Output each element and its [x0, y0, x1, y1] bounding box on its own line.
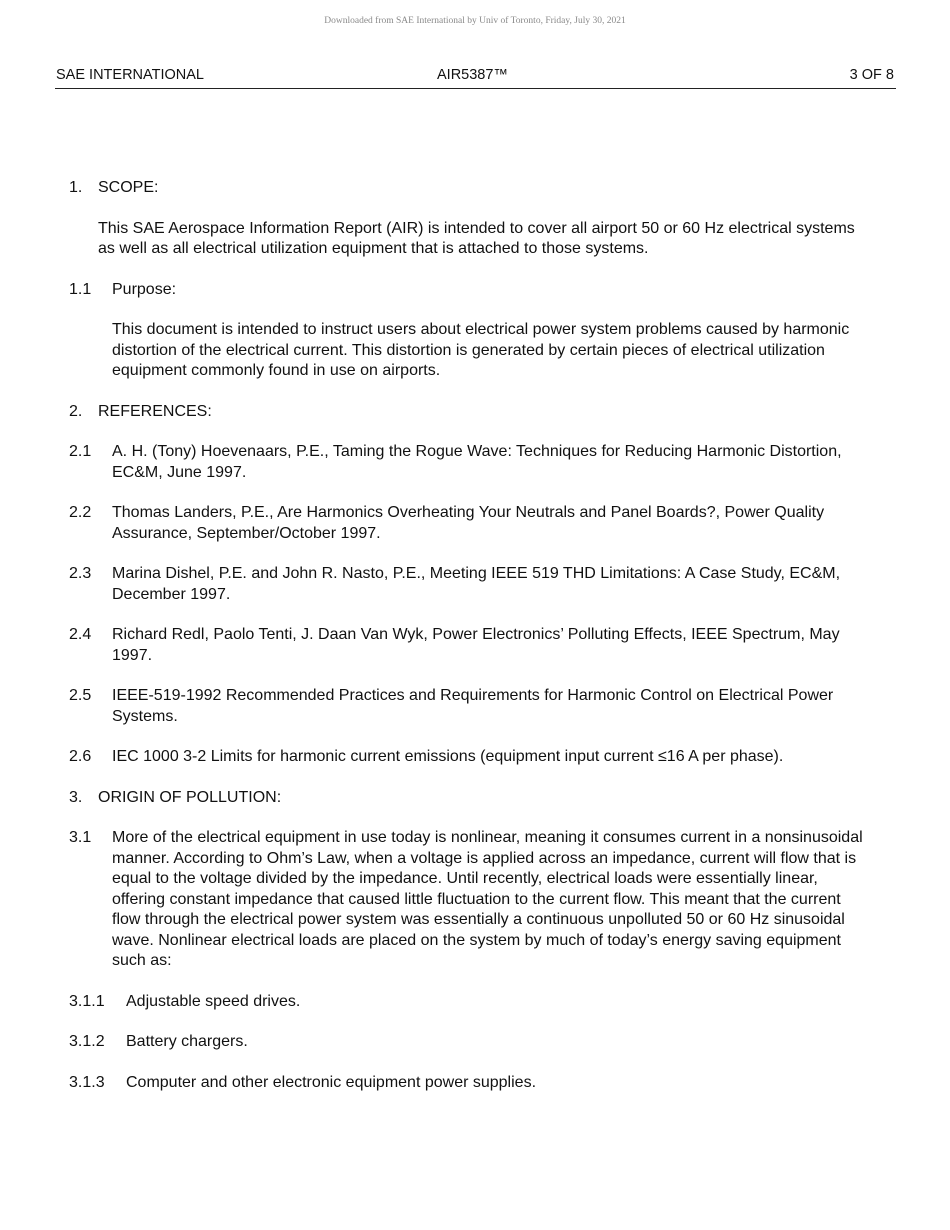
list-item-number: 3.1.1 — [69, 992, 105, 1010]
paragraph-text: More of the electrical equipment in use today is nonlinear, meaning it consumes current in a nonsinusoidal manner. According to Ohm’s Law, when a voltage is applied across an impedance, current will flow that is equal to the voltage divided by the impedance. Until recently, electrical loads were essentially linear, offering constant impedance that caused little fluctuation to the current flow. This meant that the current flow through the electrical power system was essentially a continuous unpolluted 50 or 60 Hz sinusoidal wave. Nonlinear electrical loads are placed on the system by much of today’s energy saving equipment such as: — [112, 829, 863, 969]
section-heading-origin — [69, 788, 869, 809]
section-number: 1.1 — [69, 280, 92, 298]
page-header — [55, 66, 896, 89]
reference-text: A. H. (Tony) Hoevenaars, P.E., Taming the Rogue Wave: Techniques for Reducing Harmonic Distortion, EC&M, June 1997. — [112, 443, 842, 481]
list-item — [69, 1073, 869, 1094]
header-page-number: 3 OF 8 — [849, 67, 894, 83]
list-item-text: Computer and other electronic equipment power supplies. — [126, 1073, 537, 1091]
header-organization: SAE INTERNATIONAL — [56, 67, 204, 83]
list-item — [69, 1032, 869, 1053]
section-heading-purpose — [69, 280, 869, 301]
section-heading-scope — [69, 178, 869, 199]
origin-paragraph-3-1 — [69, 828, 869, 972]
reference-number: 2.2 — [69, 504, 92, 521]
reference-item — [69, 625, 869, 666]
list-item-text: Battery chargers. — [126, 1033, 248, 1050]
reference-text: IEEE-519-1992 Recommended Practices and Requirements for Harmonic Control on Electrical Power Systems. — [112, 687, 834, 725]
reference-number: 2.4 — [69, 626, 92, 643]
list-item-text: Adjustable speed drives. — [126, 992, 301, 1010]
reference-text: Thomas Landers, P.E., Are Harmonics Overheating Your Neutrals and Panel Boards?, Power Quality Assurance, September/October 1997. — [112, 504, 825, 542]
section-title: REFERENCES: — [98, 402, 212, 420]
section-title: ORIGIN OF POLLUTION: — [98, 788, 282, 806]
reference-item — [69, 442, 869, 483]
reference-number: 2.6 — [69, 748, 92, 765]
section-title: SCOPE: — [98, 179, 159, 196]
section-number: 3.1 — [69, 829, 92, 846]
section-number: 2. — [69, 402, 83, 420]
section-number: 1. — [69, 179, 83, 196]
download-watermark: Downloaded from SAE International by Univ of Toronto, Friday, July 30, 2021 — [324, 16, 626, 26]
reference-item — [69, 503, 869, 544]
list-item — [69, 992, 869, 1013]
reference-text: Marina Dishel, P.E. and John R. Nasto, P.E., Meeting IEEE 519 THD Limitations: A Case Study, EC&M, December 1997. — [112, 565, 841, 603]
reference-item — [69, 747, 869, 768]
section-title: Purpose: — [112, 280, 177, 298]
document-body — [69, 178, 869, 1113]
purpose-paragraph: This document is intended to instruct users about electrical power system problems caused by harmonic distortion of the electrical current. This distortion is generated by certain pieces of electrical utilization equipment commonly found in use on airports. — [112, 321, 850, 379]
reference-number: 2.1 — [69, 443, 92, 460]
list-item-number: 3.1.2 — [69, 1033, 105, 1050]
reference-item — [69, 686, 869, 727]
list-item-number: 3.1.3 — [69, 1073, 105, 1091]
header-document-id: AIR5387™ — [437, 67, 508, 83]
reference-number: 2.3 — [69, 565, 92, 582]
reference-text: Richard Redl, Paolo Tenti, J. Daan Van Wyk, Power Electronics’ Polluting Effects, IEEE Spectrum, May 1997. — [112, 626, 840, 664]
reference-item — [69, 564, 869, 605]
reference-text: IEC 1000 3-2 Limits for harmonic current emissions (equipment input current ≤16 A per phase). — [112, 748, 784, 765]
scope-paragraph: This SAE Aerospace Information Report (AIR) is intended to cover all airport 50 or 60 Hz electrical systems as well as all electrical utilization equipment that is attached to those systems. — [98, 219, 855, 257]
section-heading-references — [69, 402, 869, 423]
reference-number: 2.5 — [69, 687, 92, 704]
section-number: 3. — [69, 788, 83, 806]
